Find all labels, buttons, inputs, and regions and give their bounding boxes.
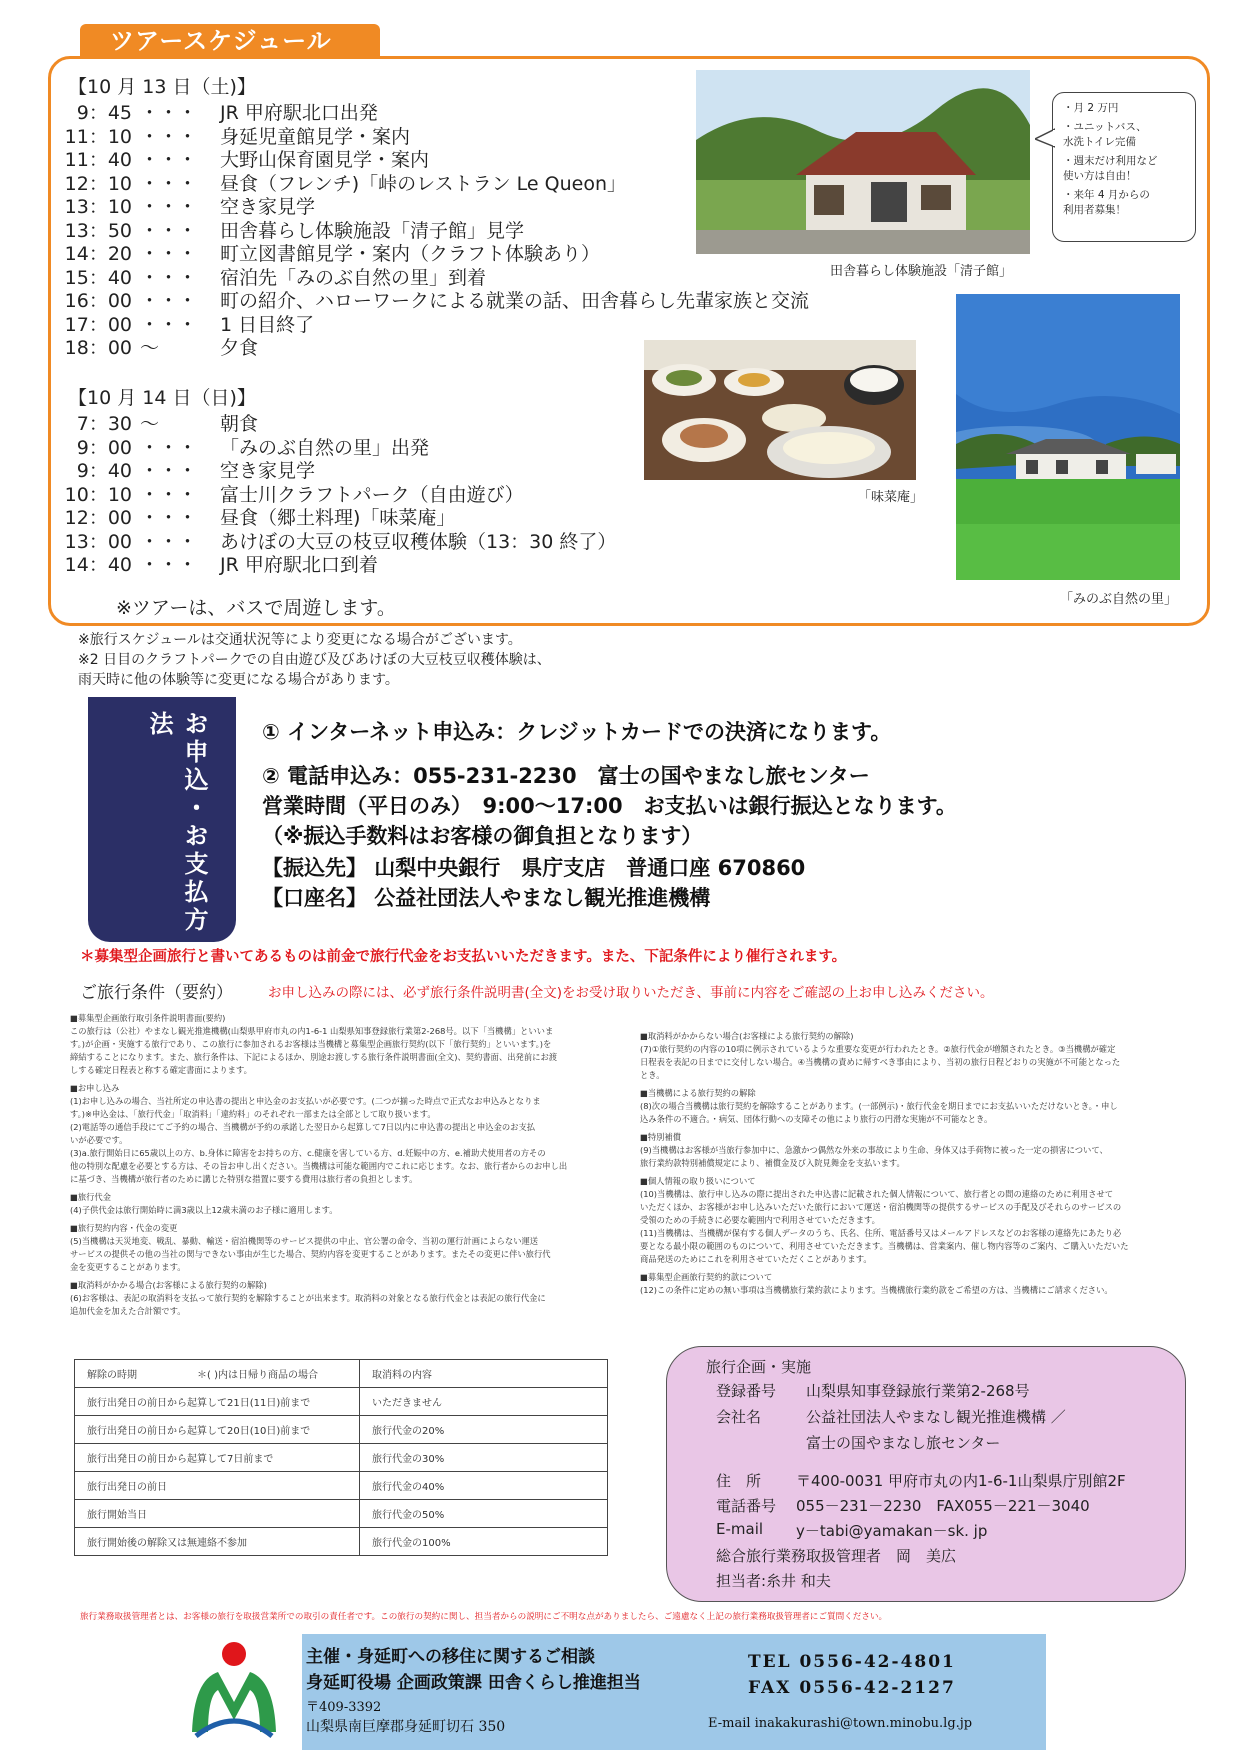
condition-line: 旅行業約款特別補償規定により、補償金及び入院見舞金を支払います。 [640, 1158, 905, 1168]
cancel-period: 旅行開始後の解除又は無連絡不参加 [75, 1528, 360, 1556]
schedule-row [22, 550, 616, 574]
bubble-line: ・来年 4 月からの [1063, 189, 1150, 201]
reg-label: 登録番号 [716, 1382, 777, 1400]
bubble-line: 水洗トイレ完備 [1063, 136, 1136, 148]
schedule-time: 13：50 [64, 219, 132, 242]
condition-line: 他の特別な配慮を必要とする方は、その旨お申し出ください。当機構は可能な範囲内でこれに応じます。なお、旅行者からのお申し出 [70, 1161, 568, 1171]
company-label: 会社名 [716, 1408, 762, 1426]
table-row [75, 1416, 608, 1444]
food-photo [644, 340, 916, 480]
schedule-dots: ・・・ [140, 460, 198, 482]
condition-line: 込み条件の不適合。・病気、団体行動への支障その他により旅行の円滑な実施が不可能なとき。 [640, 1114, 993, 1124]
schedule-dots: ・・・ [140, 507, 198, 529]
schedule-row [22, 239, 809, 263]
schedule-desc: 夕食 [220, 337, 259, 359]
condition-line: (9)当機構はお客様が当旅行参加中に、急激かつ偶然な外来の事故により生命、身体又は手荷物に被った一定の損害について、 [640, 1145, 1108, 1155]
schedule-dots: ・・・ [140, 149, 198, 171]
condition-line: 要となる最小限の範囲のものについて、利用させていただきます。当機構は、営業案内、催し物内容等のご案内、ご購入いただいた [640, 1241, 1129, 1251]
schedule-desc: 朝食 [220, 413, 259, 435]
schedule-time: 13：00 [64, 530, 132, 553]
schedule-desc: 身延児童館見学・案内 [220, 125, 411, 148]
condition-line: 追加代金を加えた合計額です。 [70, 1306, 186, 1316]
condition-line: (7)①旅行契約の内容の10項に例示されているような重要な変更が行われたとき。②旅行代金が増額されたとき。③当機構が確定 [640, 1044, 1116, 1054]
schedule-time: 11：40 [64, 149, 132, 171]
bus-note: ※ツアーは、バスで周遊します。 [116, 597, 396, 619]
schedule-desc: 富士川クラフトパーク（自由遊び） [220, 483, 524, 506]
travel-manager: 総合旅行業務取扱管理者 岡 美広 [716, 1547, 957, 1565]
schedule-time: 15：40 [64, 266, 132, 289]
schedule-dots: ・・・ [140, 196, 198, 218]
condition-line: いただくほか、お客様がお申し込みいただいた旅行において運送・宿泊機関等の提供するサービスの手配及びそれらのサービスの [640, 1202, 1122, 1212]
schedule-time: 7：30 [76, 413, 132, 435]
schedule-desc: 大野山保育園見学・案内 [220, 149, 430, 171]
cancel-period: 旅行出発日の前日から起算して20日(10日)前まで [75, 1416, 360, 1444]
manager-notice: 旅行業務取扱管理者とは、お客様の旅行を取扱営業所での取引の責任者です。この旅行の契約に関し、担当者からの説明にご不明な点がありましたら、ご遠慮なく上記の旅行業務取扱管理者にご質問ください。 [80, 1612, 888, 1622]
header-period: 解除の時期 ＊( )内は日帰り商品の場合 [75, 1360, 360, 1388]
condition-line: (2)電話等の通信手段にてご予約の場合、当機構が予約の承諾した翌日から起算して7日以内に申込書の提出と申込金のお支払 [70, 1122, 536, 1132]
schedule-time: 12：10 [64, 172, 132, 195]
cancel-fee: 旅行代金の40% [360, 1472, 608, 1500]
schedule-row [22, 98, 809, 122]
schedule-time: 13：10 [64, 196, 132, 218]
schedule-desc: 宿泊先「みのぶ自然の里」到着 [220, 266, 487, 289]
footer-host: 主催・身延町への移住に関するご相談 [306, 1647, 595, 1667]
condition-line: とき。 [640, 1070, 665, 1080]
schedule-row [22, 480, 616, 504]
house-caption: 田舎暮らし体験施設「清子館」 [830, 264, 1013, 279]
table-row [75, 1528, 608, 1556]
footer-email[interactable]: E-mail inakakurashi@town.minobu.lg.jp [708, 1716, 973, 1731]
condition-line: (11)当機構は、当機構が保有する個人データのうち、氏名、住所、電話番号又はメールアドレスなどのお客様の連絡先にあたり必 [640, 1228, 1122, 1238]
table-row [75, 1444, 608, 1472]
apply-internet: ① インターネット申込み：クレジットカードでの決済になります。 [262, 720, 892, 744]
conditions-notice: お申し込みの際には、必ず旅行条件説明書(全文)をお受け取りいただき、事前に内容をご確認の上お申し込みください。 [268, 985, 994, 1001]
schedule-row [22, 145, 809, 169]
schedule-row [22, 456, 616, 480]
schedule-dots: ・・・ [140, 290, 198, 312]
table-row [75, 1472, 608, 1500]
apply-account-name: 【口座名】 公益社団法人やまなし観光推進機構 [262, 886, 711, 910]
schedule-row [22, 527, 616, 551]
schedule-time: 18：00 [64, 337, 132, 359]
bubble-line: ・ユニットバス、 [1063, 121, 1147, 133]
schedule-dots: ・・・ [140, 436, 198, 459]
schedule-dots: ・・・ [140, 483, 198, 506]
schedule-time: 14：20 [64, 243, 132, 265]
apply-bank: 【振込先】 山梨中央銀行 県庁支店 普通口座 670860 [262, 856, 806, 880]
company-value: 公益社団法人やまなし観光推進機構 ／ [806, 1408, 1066, 1426]
condition-line: サービスの提供その他の当社の関与できない事由が生じた場合、契約内容を変更することがあります。またその変更に伴い旅行代 [70, 1249, 551, 1259]
bubble-line: ・週末だけ利用など [1063, 155, 1158, 167]
contact-person: 担当者:糸井 和夫 [716, 1572, 831, 1590]
tel-value: 055－231－2230 FAX055－221－3040 [796, 1497, 1090, 1515]
table-row [75, 1500, 608, 1528]
condition-line: 締結することになります。また、旅行条件は、下記によるほか、別途お渡しする旅行条件説明書面(全文)、契約書面、出発前にお渡 [70, 1052, 558, 1062]
condition-line: に基づき、当機構が旅行者のために講じた特別な措置に要する費用は旅行者の負担とします。 [70, 1174, 418, 1184]
schedule-desc: 町立図書館見学・案内（クラフト体験あり） [220, 243, 601, 265]
email-label: E-mail [716, 1520, 764, 1538]
schedule-time: 9：40 [76, 460, 132, 482]
schedule-time: 14：40 [64, 554, 132, 576]
apply-hours: 営業時間（平日のみ） 9:00～17:00 お支払いは銀行振込となります。 [262, 794, 957, 818]
condition-line: ■募集型企画旅行契約約款について [640, 1272, 773, 1282]
condition-line: いが必要です。 [70, 1135, 128, 1145]
condition-line: (1)お申し込みの場合、当社所定の申込書の提出と申込金のお支払いが必要です。(二つが揃った時点で正式なお申込みとなりま [70, 1096, 541, 1106]
schedule-row [22, 286, 809, 310]
condition-line: ■旅行契約内容・代金の変更 [70, 1223, 178, 1233]
footer-tel: TEL 0556-42-4801 [748, 1652, 956, 1672]
schedule-time: 11：10 [64, 125, 132, 148]
condition-line: ■当機構による旅行契約の解除 [640, 1088, 756, 1098]
table-header-row [75, 1360, 608, 1388]
day2-schedule [22, 409, 616, 574]
condition-line: (10)当機構は、旅行申し込みの際に提出された申込書に記載された個人情報について、旅行者との間の連絡のために利用させて [640, 1189, 1114, 1199]
cancel-fee: 旅行代金の30% [360, 1444, 608, 1472]
condition-line: (8)次の場合当機構は旅行契約を解除することがあります。(一部例示)・旅行代金を期日までにお支払いいただけないとき。・申し [640, 1101, 1118, 1111]
address-value: 〒400-0031 甲府市丸の内1-6-1山梨県庁別館2F [796, 1472, 1126, 1490]
cancel-period: 旅行出発日の前日から起算して21日(11日)前まで [75, 1388, 360, 1416]
info-bubble [1052, 92, 1196, 242]
schedule-desc: 昼食（フレンチ)「峠のレストラン Le Queon」 [220, 172, 626, 195]
condition-line: (4)子供代金は旅行開始時に満3歳以上12歳未満のお子様に適用します。 [70, 1205, 338, 1215]
company-value-2: 富士の国やまなし旅センター [806, 1434, 1001, 1452]
schedule-notes: ※旅行スケジュールは交通状況等により変更になる場合がございます。 ※2 日目のクラフトパークでの自由遊び及びあけぼの大豆枝豆収穫体験は、 雨天時に他の体験等に変更になる場合があります。 [78, 632, 551, 688]
bubble-line: ・月 2 万円 [1063, 102, 1119, 114]
conditions-text-left [70, 1012, 630, 1318]
tel-label: 電話番号 [716, 1497, 777, 1515]
condition-line: 商品発送のためにこれを利用させていただくことがあります。 [640, 1254, 872, 1264]
schedule-title: ツアースケジュール [80, 24, 380, 58]
schedule-time: 10：10 [64, 483, 132, 506]
town-logo [188, 1636, 280, 1742]
schedule-row [22, 192, 809, 216]
schedule-desc: 田舎暮らし体験施設「清子館」見学 [220, 219, 525, 242]
cancel-period: 旅行出発日の前日 [75, 1472, 360, 1500]
condition-line: ■取消料がかからない場合(お客様による旅行契約の解除) [640, 1031, 854, 1041]
schedule-desc: JR 甲府駅北口到着 [220, 554, 378, 576]
condition-line: す。)が企画・実施する旅行であり、この旅行に参加されるお客様は当機構と募集型企画旅行契約(以下「旅行契約」といいます。)を [70, 1039, 552, 1049]
header-fee: 取消料の内容 [360, 1360, 608, 1388]
schedule-time: 9：45 [76, 102, 132, 124]
schedule-dots: ・・・ [140, 172, 198, 195]
schedule-desc: 昼食（郷土料理)「味菜庵」 [220, 507, 456, 529]
schedule-desc: 空き家見学 [220, 460, 316, 482]
condition-line: ■旅行代金 [70, 1192, 112, 1202]
schedule-time: 17：00 [64, 313, 132, 336]
schedule-row [22, 122, 809, 146]
schedule-desc: 空き家見学 [220, 196, 316, 218]
cancel-fee: 旅行代金の100% [360, 1528, 608, 1556]
footer-department: 身延町役場 企画政策課 田舎くらし推進担当 [306, 1673, 641, 1693]
schedule-row [22, 169, 809, 193]
schedule-dots: ・・・ [140, 266, 198, 289]
condition-line: ■個人情報の取り扱いについて [640, 1176, 756, 1186]
schedule-dots: ・・・ [140, 554, 198, 576]
condition-line: (6)お客様は、表記の取消料を支払って旅行契約を解除することが出来ます。取消料の対象となる旅行代金とは表記の旅行代金に [70, 1293, 546, 1303]
food-caption: 「味菜庵」 [858, 490, 924, 505]
village-photo [956, 294, 1180, 580]
schedule-time: 16：00 [64, 290, 132, 312]
condition-line: 日程表を表記の日までに交付しない場合。④当機構の責めに帰すべき事由により、当初の旅行日程どおりの実施が不可能となった [640, 1057, 1121, 1067]
schedule-dots: ・・・ [140, 125, 198, 148]
schedule-dots: ・・・ [140, 530, 198, 553]
schedule-desc: 町の紹介、ハローワークによる就業の話、田舎暮らし先輩家族と交流 [220, 290, 810, 312]
schedule-row [22, 310, 809, 334]
schedule-row [22, 409, 616, 433]
schedule-row [22, 263, 809, 287]
footer-address: 山梨県南巨摩郡身延町切石 350 [306, 1719, 506, 1735]
condition-line: 金を変更することがあります。 [70, 1262, 186, 1272]
schedule-dots: ・・・ [140, 219, 198, 242]
condition-line: しする確定日程表と称する確定書面によります。 [70, 1065, 252, 1075]
schedule-dots: ・・・ [140, 313, 198, 336]
schedule-dots: ～ [140, 337, 160, 359]
condition-line: (5)当機構は天災地変、戦乱、暴動、輸送・宿泊機関等のサービス提供の中止、官公署の命令、当初の運行計画によらない運送 [70, 1236, 539, 1246]
condition-line: ■お申し込み [70, 1083, 120, 1093]
schedule-desc: 「みのぶ自然の里」出発 [220, 436, 430, 459]
table-row [75, 1388, 608, 1416]
cancel-fee: いただきません [360, 1388, 608, 1416]
schedule-time: 12：00 [64, 507, 132, 529]
schedule-desc: JR 甲府駅北口出発 [220, 102, 378, 124]
village-caption: 「みのぶ自然の里」 [1060, 592, 1178, 607]
schedule-dots: ～ [140, 413, 160, 435]
schedule-time: 9：00 [76, 436, 132, 459]
conditions-text-right [640, 1030, 1210, 1297]
condition-line: ■取消料がかかる場合(お客様による旅行契約の解除) [70, 1280, 267, 1290]
organizer-title: 旅行企画・実施 [706, 1358, 812, 1376]
condition-line: (12)この条件に定めの無い事項は当機構旅行業約款によります。当機構旅行業約款をご希望の方は、当機構にご請求ください。 [640, 1285, 1113, 1295]
reg-value: 山梨県知事登録旅行業第2-268号 [806, 1382, 1030, 1400]
footer-postal: 〒409-3392 [306, 1700, 382, 1715]
cancellation-table [74, 1359, 608, 1556]
apply-fee-note: （※振込手数料はお客様の御負担となります） [262, 824, 703, 848]
cancel-period: 旅行開始当日 [75, 1500, 360, 1528]
address-label: 住 所 [716, 1472, 762, 1490]
apply-phone: ② 電話申込み：055-231-2230 富士の国やまなし旅センター [262, 764, 870, 788]
condition-line: す。)※申込金は、「旅行代金」「取消料」「違約料」のそれぞれ一部または全部として取り扱います。 [70, 1109, 436, 1119]
day1-schedule [22, 98, 809, 357]
condition-line: 受領のための手続きに必要な範囲内で利用させていただきます。 [640, 1215, 880, 1225]
condition-line: この旅行は（公社）やまなし観光推進機構(山梨県甲府市丸の内1-6-1 山梨県知事登録旅行業第2-268号。以下「当機構」といいま [70, 1026, 554, 1036]
schedule-row [22, 433, 616, 457]
schedule-desc: 1 日目終了 [220, 313, 315, 336]
condition-line: (3)a.旅行開始日に65歳以上の方、b.身体に障害をお持ちの方、c.健康を害している方、d.妊娠中の方、e.補助犬使用者の方その [70, 1148, 546, 1158]
schedule-dots: ・・・ [140, 243, 198, 265]
schedule-desc: あけぼの大豆の枝豆収穫体験（13：30 終了） [220, 530, 617, 553]
day2-heading: 【10 月 14 日（日)】 [68, 387, 256, 409]
condition-line: ■募集型企画旅行取引条件説明書面(要約) [70, 1013, 226, 1023]
conditions-title: ご旅行条件（要約） [80, 983, 233, 1003]
house-photo [696, 70, 1030, 254]
bubble-line: 利用者募集！ [1063, 204, 1126, 216]
condition-line: ■特別補償 [640, 1132, 682, 1142]
bubble-line: 使い方は自由！ [1063, 170, 1137, 182]
schedule-row [22, 503, 616, 527]
apply-payment-label: お申込・お支払方法 [88, 697, 236, 942]
cancel-fee: 旅行代金の50% [360, 1500, 608, 1528]
schedule-dots: ・・・ [140, 102, 198, 124]
email-value[interactable]: y－tabi@yamakan－sk. jp [796, 1522, 988, 1540]
cancel-fee: 旅行代金の20% [360, 1416, 608, 1444]
day1-heading: 【10 月 13 日（土)】 [68, 76, 256, 98]
cancel-period: 旅行出発日の前日から起算して7日前まで [75, 1444, 360, 1472]
schedule-row [22, 216, 809, 240]
prepay-notice: ＊募集型企画旅行と書いてあるものは前金で旅行代金をお支払いいただきます。また、下記条件により催行されます。 [80, 949, 847, 965]
footer-fax: FAX 0556-42-2127 [748, 1678, 956, 1698]
